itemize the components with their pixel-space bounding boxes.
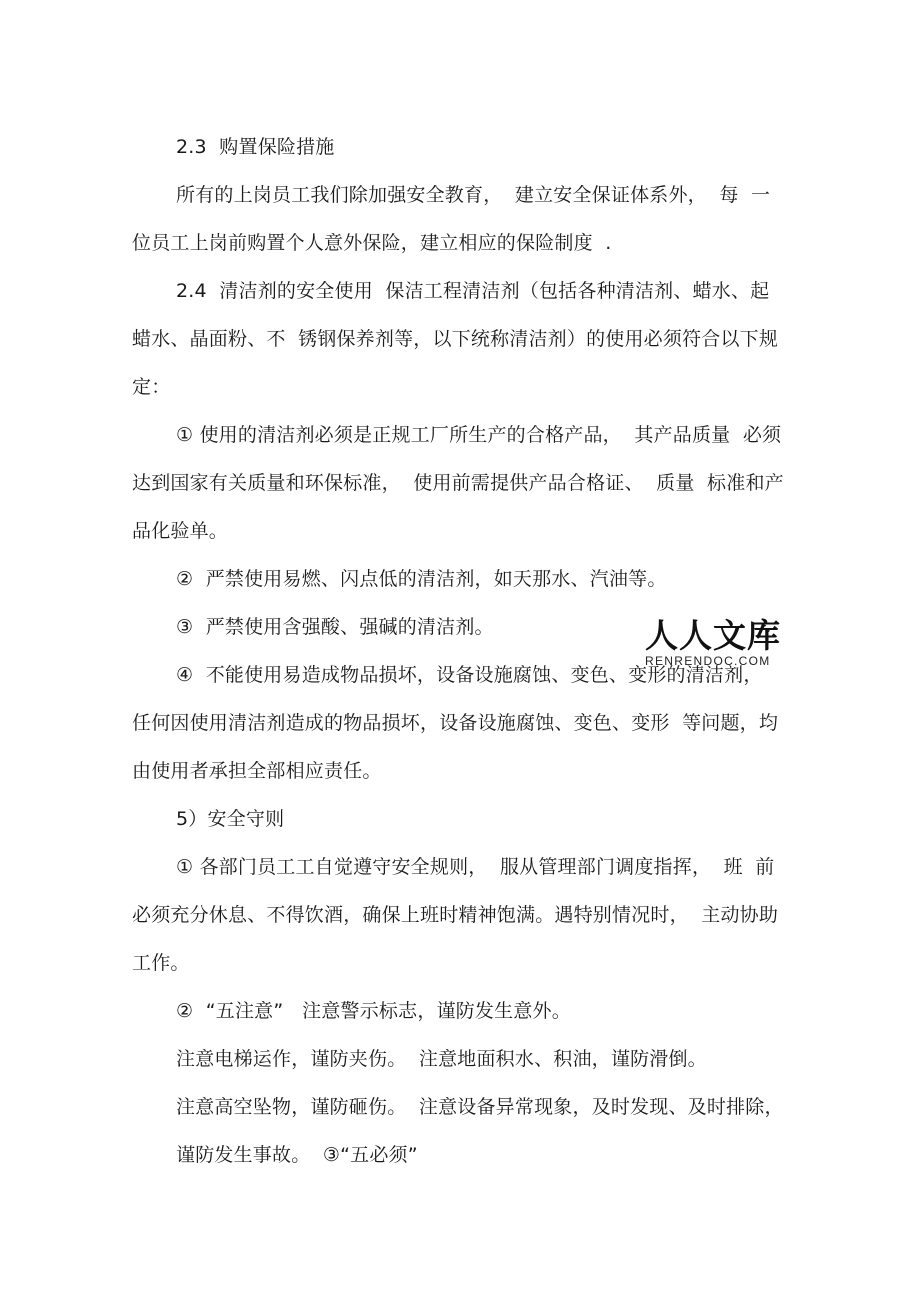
paragraph-line: 注意高空坠物，谨防砸伤。 注意设备异常现象，及时发现、及时排除，: [176, 1096, 784, 1118]
list-item-1: ① 各部门员工工自觉遵守安全规则， 服从管理部门调度指挥， 班 前: [176, 856, 775, 878]
paragraph-line: 任何因使用清洁剂造成的物品损坏，设备设施腐蚀、变色、变形 等问题，均: [132, 712, 779, 734]
paragraph-line: 所有的上岗员工我们除加强安全教育， 建立安全保证体系外， 每 一: [176, 184, 771, 206]
paragraph-line: 达到国家有关质量和环保标准， 使用前需提供产品合格证、 质量 标准和产: [132, 472, 784, 494]
paragraph-line: 由使用者承担全部相应责任。: [132, 760, 382, 782]
paragraph-line: 注意电梯运作，谨防夹伤。 注意地面积水、积油，谨防滑倒。: [176, 1048, 707, 1070]
watermark-title: 人人文库: [645, 616, 781, 655]
list-item-2: ② “五注意” 注意警示标志，谨防发生意外。: [176, 1000, 571, 1022]
watermark-url: RENRENDOC.COM: [645, 654, 771, 668]
paragraph-line: 定：: [132, 376, 171, 398]
section-heading-2-3: 2.3 购置保险措施: [176, 136, 335, 158]
paragraph-line: 位员工上岗前购置个人意外保险，建立相应的保险制度 .: [132, 232, 612, 254]
list-item-4: ④ 不能使用易造成物品损坏，设备设施腐蚀、变色、变形的清洁剂，: [176, 664, 763, 686]
watermark-logo: [645, 618, 785, 668]
paragraph-line: 工作。: [132, 952, 190, 974]
section-heading-5: 5）安全守则: [176, 808, 285, 830]
list-item-1: ① 使用的清洁剂必须是正规工厂所生产的合格产品， 其产品质量 必须: [176, 424, 782, 446]
paragraph-line: 品化验单。: [132, 520, 229, 542]
list-item-2: ② 严禁使用易燃、闪点低的清洁剂，如天那水、汽油等。: [176, 568, 667, 590]
section-heading-2-4: 2.4 清洁剂的安全使用 保洁工程清洁剂（包括各种清洁剂、蜡水、起: [176, 280, 770, 302]
paragraph-line: 谨防发生事故。 ③“五必须”: [176, 1144, 418, 1166]
paragraph-line: 蜡水、晶面粉、不 锈钢保养剂等，以下统称清洁剂）的使用必须符合以下规: [132, 328, 779, 350]
paragraph-line: 必须充分休息、不得饮酒，确保上班时精神饱满。遇特别情况时， 主动协助: [132, 904, 779, 926]
list-item-3: ③ 严禁使用含强酸、强碱的清洁剂。: [176, 616, 494, 638]
